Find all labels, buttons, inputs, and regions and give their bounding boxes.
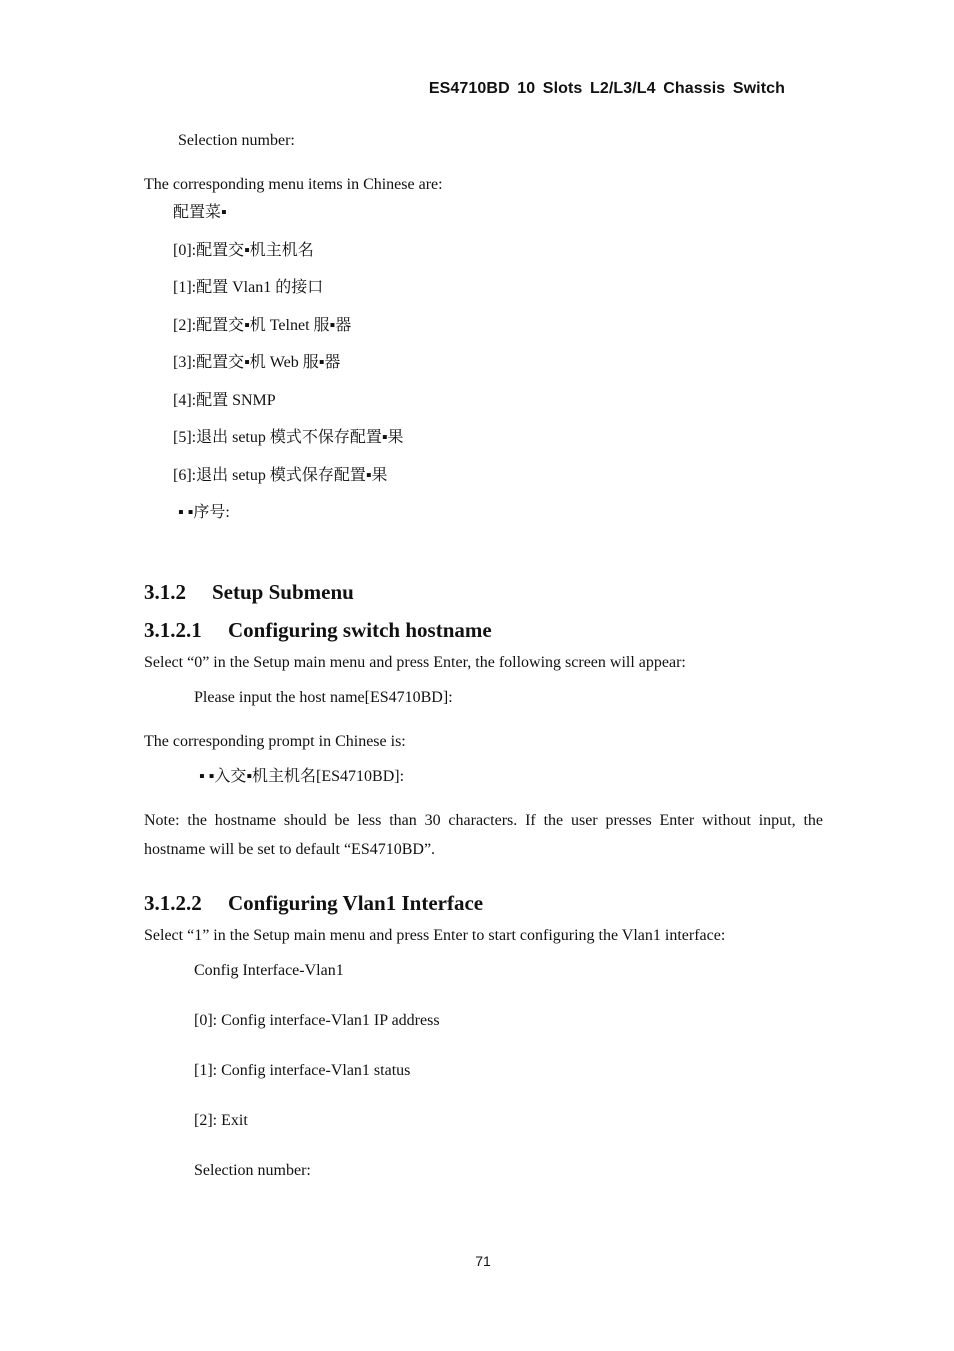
chinese-menu-item: [5]:退出 setup 模式不保存配置▪果 — [173, 429, 404, 446]
chinese-menu-intro: The corresponding menu items in Chinese are: — [144, 176, 443, 193]
section-title: Configuring Vlan1 Interface — [228, 891, 484, 915]
page-number: 71 — [475, 1253, 491, 1269]
section-heading-3-1-2-2 — [144, 891, 483, 916]
vlan1-menu-item: [0]: Config interface-Vlan1 IP address — [194, 1012, 440, 1029]
section-title: Setup Submenu — [212, 580, 354, 604]
section-number: 3.1.2.1 — [144, 618, 202, 642]
chinese-menu-item: [6]:退出 setup 模式保存配置▪果 — [173, 467, 388, 484]
chinese-prompt-intro: The corresponding prompt in Chinese is: — [144, 733, 406, 750]
page-header: ES4710BD 10 Slots L2/L3/L4 Chassis Switch — [428, 80, 785, 97]
chinese-menu-item: ▪ ▪序号: — [178, 504, 230, 521]
section-heading-3-1-2-1 — [144, 618, 492, 643]
hostname-intro: Select “0” in the Setup main menu and press Enter, the following screen will appear: — [144, 654, 686, 671]
hostname-prompt: Please input the host name[ES4710BD]: — [194, 689, 453, 706]
vlan1-menu-item: Selection number: — [194, 1162, 311, 1179]
chinese-menu-item: [3]:配置交▪机 Web 服▪器 — [173, 354, 341, 371]
vlan1-menu-item: Config Interface-Vlan1 — [194, 962, 344, 979]
vlan1-intro: Select “1” in the Setup main menu and press Enter to start configuring the Vlan1 interface: — [144, 927, 726, 944]
section-title: Configuring switch hostname — [228, 618, 492, 642]
section-number: 3.1.2.2 — [144, 891, 202, 915]
section-number: 3.1.2 — [144, 580, 186, 604]
section-heading-3-1-2 — [144, 580, 354, 605]
hostname-note: Note: the hostname should be less than 30 characters. If the user presses Enter without input, the hostname will be set to default “ES4710BD”. — [144, 812, 823, 858]
chinese-menu-item: [0]:配置交▪机主机名 — [173, 242, 314, 259]
chinese-menu-item: [4]:配置 SNMP — [173, 392, 276, 409]
vlan1-menu-item: [1]: Config interface-Vlan1 status — [194, 1062, 411, 1079]
vlan1-menu-item: [2]: Exit — [194, 1112, 248, 1129]
chinese-hostname-prompt: ▪ ▪入交▪机主机名[ES4710BD]: — [199, 768, 405, 785]
chinese-menu-item: 配置菜▪ — [173, 204, 227, 221]
chinese-menu-item: [1]:配置 Vlan1 的接口 — [173, 279, 324, 296]
selection-number-line: Selection number: — [178, 132, 295, 149]
chinese-menu-item: [2]:配置交▪机 Telnet 服▪器 — [173, 317, 352, 334]
